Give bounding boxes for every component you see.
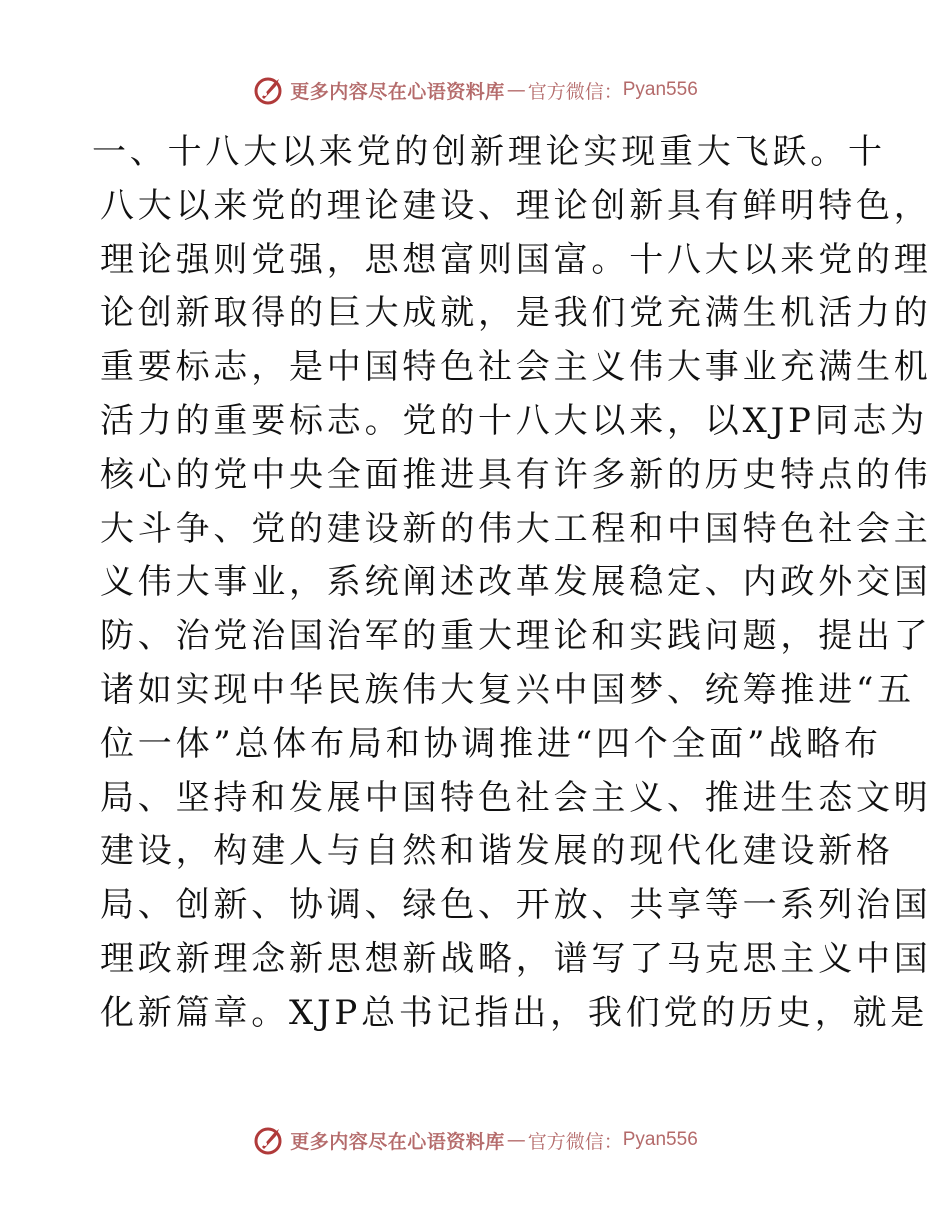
body-line: 建设，构建人与自然和谐发展的现代化建设新格 [100, 831, 894, 872]
body-line: 化新篇章。XJP总书记指出，我们党的历史，就是 [100, 992, 929, 1033]
banner-slogan: 更多内容尽在心语资料库 [290, 1130, 505, 1153]
document-body [92, 126, 932, 1041]
body-line: 重要标志，是中国特色社会主义伟大事业充满生机 [100, 347, 932, 388]
body-line: 义伟大事业，系统阐述改革发展稳定、内政外交国 [100, 562, 932, 603]
body-line: 诸如实现中华民族伟大复兴中国梦、统筹推进“五 [100, 669, 915, 710]
banner-dash: — [506, 1129, 526, 1151]
body-line: 八大以来党的理论建设、理论创新具有鲜明特色， [100, 185, 932, 226]
pen-nib-circle-icon [252, 1123, 286, 1157]
banner-dash: — [506, 79, 526, 101]
body-line: 局、创新、协调、绿色、开放、共享等一系列治国 [100, 885, 932, 926]
body-line: 理论强则党强，思想富则国富。十八大以来党的理 [100, 239, 932, 280]
banner-official-label: 官方微信： [527, 80, 623, 103]
body-line: 大斗争、党的建设新的伟大工程和中国特色社会主 [100, 508, 932, 549]
body-line: 防、治党治国治军的重大理论和实践问题，提出了 [100, 616, 932, 657]
body-line: 位一体”总体布局和协调推进“四个全面”战略布 [100, 723, 882, 764]
banner-official-label: 官方微信： [527, 1130, 623, 1153]
pen-nib-circle-icon [252, 73, 286, 107]
body-line: 论创新取得的巨大成就，是我们党充满生机活力的 [100, 293, 932, 334]
body-line: 理政新理念新思想新战略，谱写了马克思主义中国 [100, 938, 932, 979]
banner-wechat-id: Pyan556 [622, 1129, 698, 1150]
body-line: 一、十八大以来党的创新理论实现重大飞跃。十 [92, 132, 886, 172]
banner-slogan: 更多内容尽在心语资料库 [290, 80, 505, 103]
footer-banner [0, 1120, 950, 1160]
body-line: 核心的党中央全面推进具有许多新的历史特点的伟 [100, 454, 932, 495]
body-line: 局、坚持和发展中国特色社会主义、推进生态文明 [100, 777, 932, 818]
header-banner [0, 70, 950, 110]
banner-wechat-id: Pyan556 [622, 79, 698, 100]
body-line: 活力的重要标志。党的十八大以来，以XJP同志为 [100, 400, 929, 441]
